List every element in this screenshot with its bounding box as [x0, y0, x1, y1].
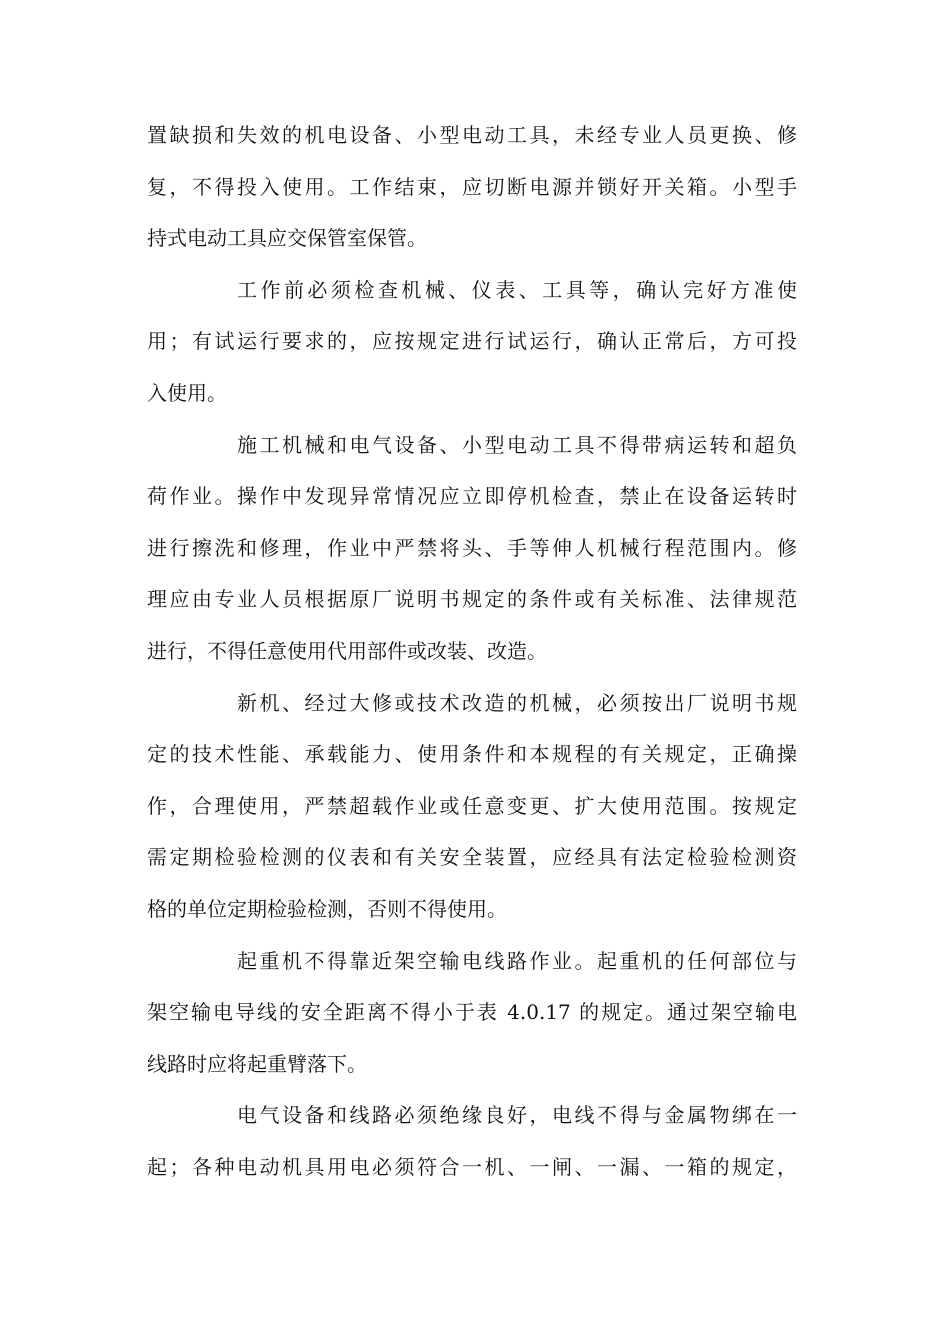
- text-line: 需定期检验检测的仪表和有关安全装置，应经具有法定检验检测资: [147, 845, 797, 870]
- text-line: 入使用。: [147, 380, 227, 405]
- text-line: 起；各种电动机具用电必须符合一机、一闸、一漏、一箱的规定，: [147, 1154, 797, 1179]
- text-line: 作，合理使用，严禁超载作业或任意变更、扩大使用范围。按规定: [147, 793, 797, 818]
- text-line: 电气设备和线路必须绝缘良好，电线不得与金属物绑在一: [237, 1103, 797, 1128]
- document-body: [147, 110, 797, 1193]
- text-line: 新机、经过大修或技术改造的机械，必须按出厂说明书规: [237, 690, 797, 715]
- paragraph-3: [147, 420, 797, 678]
- text-line: 进行，不得任意使用代用部件或改装、改造。: [147, 638, 547, 663]
- text-line: 工作前必须检查机械、仪表、工具等，确认完好方准使: [237, 277, 797, 302]
- text-line: 格的单位定期检验检测，否则不得使用。: [147, 896, 507, 921]
- text-line: 用；有试运行要求的，应按规定进行试运行，确认正常后，方可投: [147, 329, 797, 354]
- paragraph-1: [147, 110, 797, 265]
- paragraph-5: [147, 936, 797, 1091]
- paragraph-4: [147, 678, 797, 936]
- text-line: 起重机不得靠近架空输电线路作业。起重机的任何部位与: [237, 948, 797, 973]
- text-line: 置缺损和失效的机电设备、小型电动工具，未经专业人员更换、修: [147, 123, 797, 147]
- paragraph-2: [147, 265, 797, 420]
- text-line: 定的技术性能、承载能力、使用条件和本规程的有关规定，正确操: [147, 742, 797, 767]
- text-line: 施工机械和电气设备、小型电动工具不得带病运转和超负: [237, 432, 797, 457]
- paragraph-6: [147, 1090, 797, 1193]
- text-line: 理应由专业人员根据原厂说明书规定的条件或有关标准、法律规范: [147, 587, 797, 612]
- text-line: 架空输电导线的安全距离不得小于表 4.0.17 的规定。通过架空输电: [147, 1000, 797, 1025]
- text-line: 进行擦洗和修理，作业中严禁将头、手等伸人机械行程范围内。修: [147, 535, 797, 560]
- text-line: 持式电动工具应交保管室保管。: [147, 226, 427, 251]
- text-line: 复，不得投入使用。工作结束，应切断电源并锁好开关箱。小型手: [147, 174, 797, 199]
- text-line: 线路时应将起重臂落下。: [147, 1051, 367, 1076]
- text-line: 荷作业。操作中发现异常情况应立即停机检查，禁止在设备运转时: [147, 484, 797, 509]
